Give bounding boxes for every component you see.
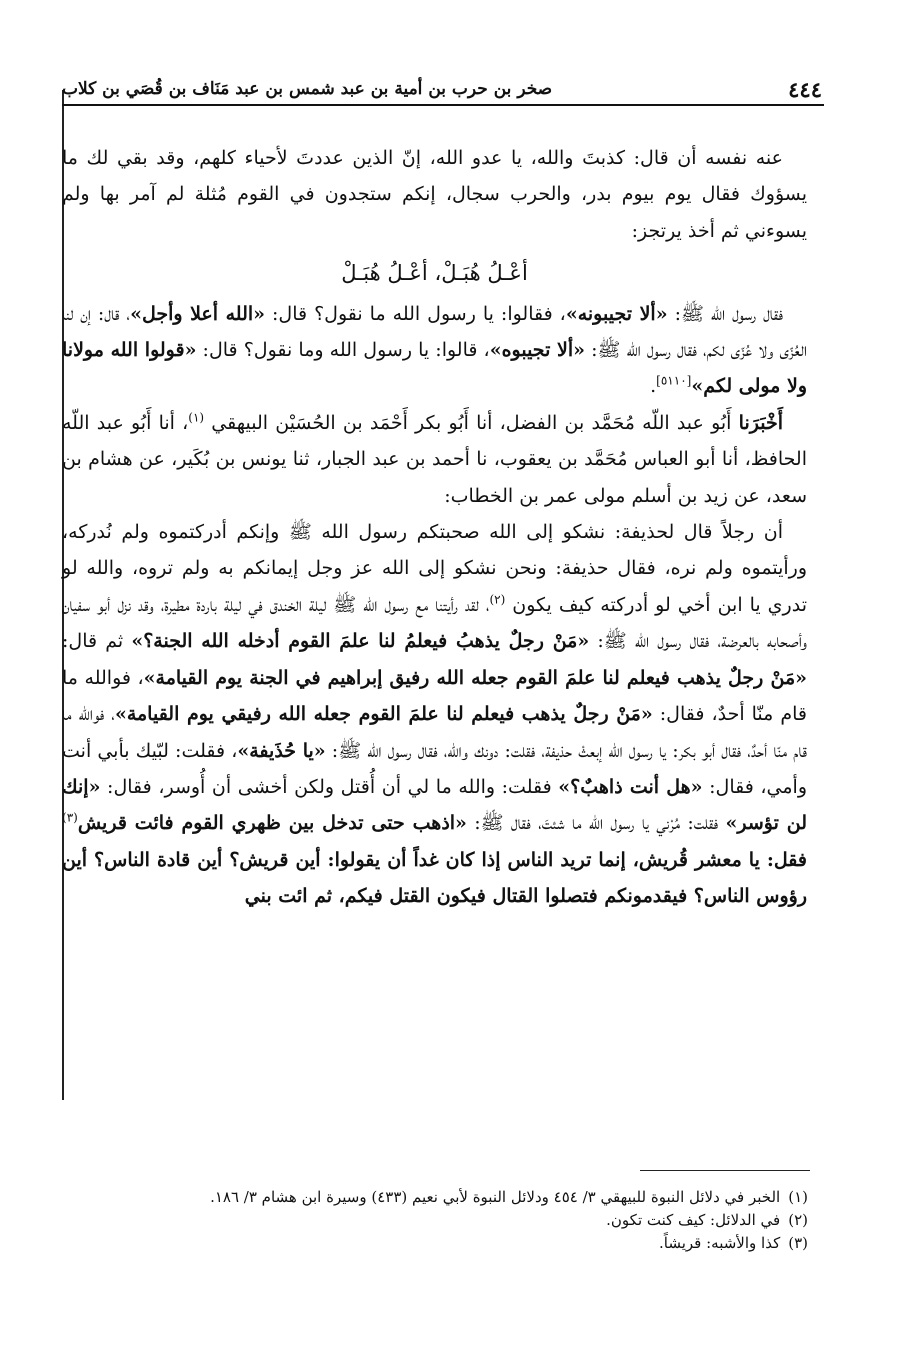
footnote-marker-3: (٣)	[62, 810, 78, 825]
footnote-marker-1: (١)	[188, 410, 205, 425]
quote: «هل أنت ذاهبٌ؟»	[558, 775, 703, 798]
footnote-2: (٢)في الدلائل: كيف كنت تكون.	[606, 1211, 808, 1229]
quote: «مَنْ رجلٌ يذهب فيعلم لنا علمَ القوم جعله الله رفيق إبراهيم في الجنة يوم القيامة»	[143, 666, 807, 689]
quote: «ألا تجيبوه»	[489, 339, 586, 362]
footnotes	[100, 1186, 808, 1255]
verse-line: أعْـلُ هُبَـلْ، أعْـلُ هُبَـلْ	[341, 261, 528, 286]
quote: «يا حُذَيفة»	[237, 739, 326, 762]
page-number: ٤٤٤	[788, 76, 822, 102]
running-header	[62, 74, 824, 106]
running-title: صخر بن حرب بن أمية بن عبد شمس بن عبد مَنَاف بن قُصَي بن كلاب	[62, 79, 553, 99]
footnote-separator	[640, 1170, 810, 1171]
quote: فقل: يا معشر قُريش، إنما تريد الناس إذا كان غداً أن يقولوا: أين قريش؟ أين قادة الناس؟ أين رؤوس الناس؟ فيقدمونكم فتصلوا القتال فيكون القتل فيكم، ثم ائت بني	[62, 848, 807, 908]
paragraph-2: فقال رسول الله ﷺ: «ألا تجيبونه»، فقالوا: يا رسول الله ما نقول؟ قال: «الله أعلا وأجل»، قال: إن لنا العُزّى ولا عُزّى لكم، فقال رسول الله ﷺ: «ألا تجيبوه»، قالوا: يا رسول الله وما نقول؟ قال: «قولوا الله مولانا ولا مولى لكم»[٥١١٠].	[62, 302, 807, 398]
footnote-3: (٣)كذا والأشبه: قريشاً.	[659, 1234, 808, 1252]
quote: «ألا تجيبونه»	[565, 302, 668, 325]
main-text	[62, 140, 807, 915]
quote: «مَنْ رجلٌ يذهبُ فيعلمُ لنا علمَ القوم أدخله الله الجنة؟»	[131, 630, 590, 653]
footnote-marker-2: (٢)	[489, 592, 506, 607]
isnad-opening: أَخْبَرَنا	[738, 411, 783, 434]
paragraph-4: أن رجلاً قال لحذيفة: نشكو إلى الله صحبتكم رسول الله ﷺ وإنكم أدركتموه ولم نُدركه، ورأيتموه ولم نره، فقال حذيفة: ونحن نشكو إلى الله عز وجل إيمانكم به ولم تروه، والله لو تدري يا ابن أخي لو أدركته كيف يكون $^{(٢)}$، لقد رأيتنا مع رسول الله ﷺ ليلة الخندق في ليلة باردة مطيرة، وقد نزل أبو سفيان وأصحابه بالعرضة، فقال رسول الله ﷺ: «مَنْ رجلٌ يذهبُ فيعلمُ لنا علمَ القوم أدخله الله الجنة؟» ثم قال: «مَنْ رجلٌ يذهب فيعلم لنا علمَ القوم جعله الله رفيق إبراهيم في الجنة يوم القيامة»، فوالله ما قام منّا أحدٌ، فقال: «مَنْ رجلٌ يذهب فيعلم لنا علمَ القوم جعله الله رفيقي يوم القيامة»، فوالله ما قام منّا أحدٌ، فقال أبو بكر: يا رسول الله إبعثْ حذيفة، فقلت: دونك والله، فقال رسول الله ﷺ: «يا حُذَيفة»، فقلت: لبّيك بأبي أنت وأمي، فقال: «هل أنت ذاهبٌ؟» فقلت: والله ما لي أن أُقتل ولكن أخشى أن أُوسر، فقال: «إنك لن تؤسر» فقلت: مُرْني يا رسول الله ما شئتَ، فقال ﷺ: «اذهب حتى تدخل بين ظهري القوم فائت قريش$^{(٣)}$ فقل: يا معشر قُريش، إنما تريد الناس إذا كان غداً أن يقولوا: أين قريش؟ أين قادة الناس؟ أين رؤوس الناس؟ فيقدمونكم فتصلوا القتال فيكون القتل فيكم، ثم ائت بني	[62, 521, 808, 908]
footnote-1: (١)الخبر في دلائل النبوة للبيهقي ٣/ ٤٥٤ ودلائل النبوة لأبي نعيم (٤٣٣) وسيرة ابن هشام ٣/ ١٨٦.	[210, 1188, 808, 1206]
quote: «مَنْ رجلٌ يذهب فيعلم لنا علمَ القوم جعله الله رفيقي يوم القيامة»	[114, 703, 653, 726]
reference-number: [٥١١٠]	[656, 374, 692, 389]
quote: «إنك لن تؤسر»	[62, 775, 807, 835]
paragraph-3-isnad: أَخْبَرَنا أَبُو عبد اللّه مُحَمَّد بن الفضل، أنا أَبُو بكر أَحْمَد بن الحُسَيْن البيهقي $^{(١)}$، أنا أَبُو عبد اللّه الحافظ، أنا أبو العباس مُحَمَّد بن يعقوب، نا أحمد بن عبد الجبار، ثنا يونس بن بُكَير، عن هشام بن سعد، عن زيد بن أسلم مولى عمر بن الخطاب:	[62, 410, 807, 507]
quote: «قولوا الله مولانا ولا مولى لكم»	[62, 339, 807, 398]
paragraph-1: عنه نفسه أن قال: كذبتَ والله، يا عدو الله، إنّ الذين عددتَ لأحياء كلهم، وقد بقي لك ما يسؤوك فقال يوم بيوم بدر، والحرب سجال، إنكم ستجدون في القوم مُثلة لم آمر بها ولم يسوءني ثم أخذ يرتجز:	[62, 147, 807, 242]
quote: «اذهب حتى تدخل بين ظهري القوم فائت قريش	[77, 812, 467, 835]
quote: «الله أعلا وأجل»	[130, 302, 266, 325]
